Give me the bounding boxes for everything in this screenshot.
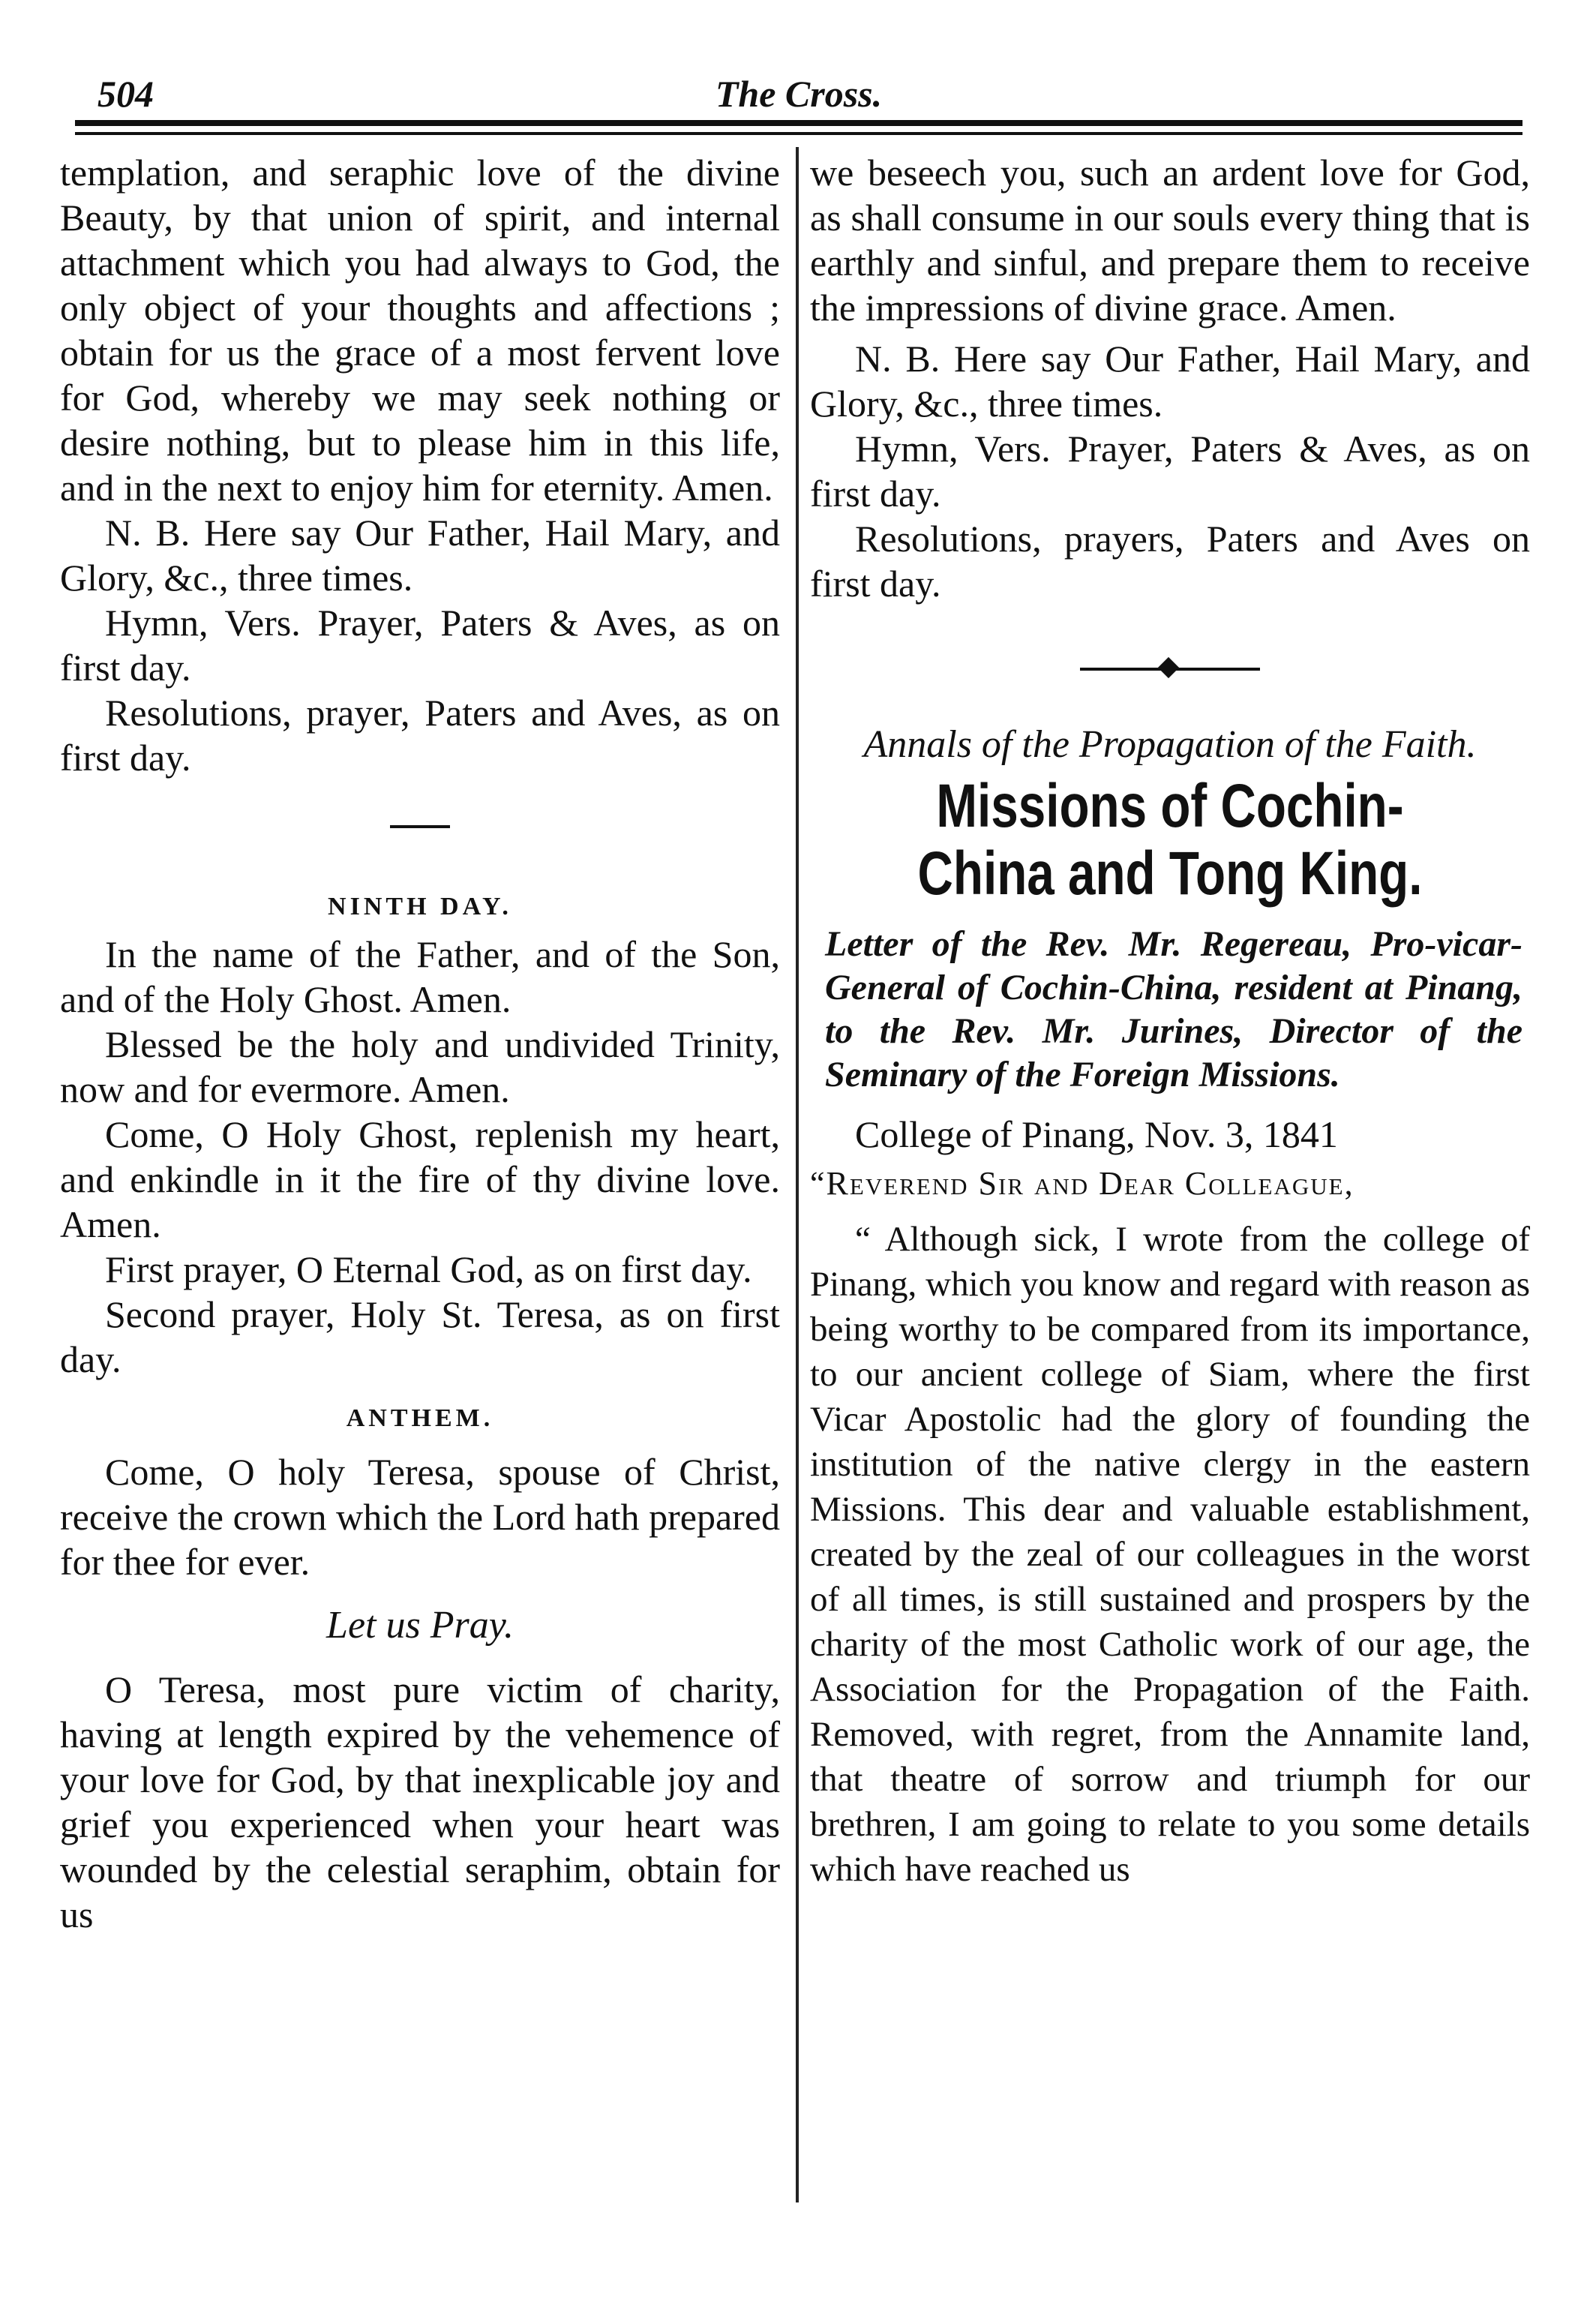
nb-instruction: N. B. Here say Our Father, Hail Mary, and Glory, &c., three times. — [60, 512, 780, 599]
first-prayer-instruction: First prayer, O Eternal God, as on first day. — [105, 1248, 752, 1290]
letter-intro: Letter of the Rev. Mr. Regereau, Pro-vicar-General of Cochin-China, resident at Pinang, to the Rev. Mr. Jurines, Director of the Seminary of the Foreign Missions. — [825, 924, 1522, 1094]
let-us-pray-heading: Let us Pray. — [326, 1604, 514, 1647]
salutation: “Reverend Sir and Dear Colleague, — [810, 1165, 1354, 1202]
running-title: The Cross. — [715, 73, 883, 115]
closing-prayer: O Teresa, most pure victim of charity, having at length expired by the vehemence of your love for God, by that inexplicable joy and grief you experienced when your heart was wounded by the celestial seraphim, obtain for us — [60, 1668, 780, 1935]
resolutions-instruction: Resolutions, prayer, Paters and Aves, as on first day. — [60, 692, 780, 779]
running-header — [75, 62, 1522, 122]
ninth-day-heading: NINTH DAY. — [328, 893, 512, 920]
hymn-instruction: Hymn, Vers. Prayer, Paters & Aves, as on first day. — [60, 602, 780, 689]
header-rule-thick — [75, 120, 1522, 126]
invocation-paragraph: In the name of the Father, and of the Son, and of the Holy Ghost. Amen. — [60, 933, 780, 1020]
anthem-heading: ANTHEM. — [346, 1404, 494, 1432]
page-number: 504 — [98, 73, 154, 115]
right-column — [810, 150, 1530, 1892]
anthem-paragraph: Come, O holy Teresa, spouse of Christ, receive the crown which the Lord hath prepared for thee for ever. — [60, 1451, 780, 1583]
column-divider — [796, 147, 799, 2202]
dateline: College of Pinang, Nov. 3, 1841 — [855, 1113, 1338, 1155]
annals-heading: Annals of the Propagation of the Faith. — [863, 723, 1477, 766]
continued-prayer-text: templation, and seraphic love of the divine Beauty, by that union of spirit, and internal attachment which you had always to God, the only object of your thoughts and affections ; obtain for us the grace of a most fervent love for God, whereby we may seek nothing or desire nothing, but to please him in this life, and in the next to enjoy him for eternity. Amen. — [60, 152, 780, 509]
come-holy-ghost-paragraph: Come, O Holy Ghost, replenish my heart, and enkindle in it the fire of thy divine love. Amen. — [60, 1113, 780, 1245]
continued-prayer-text-right: we beseech you, such an ardent love for God, as shall consume in our souls every thing that is earthly and sinful, and prepare them to receive the impressions of divine grace. Amen. — [810, 152, 1530, 329]
mission-title: Missions of Cochin-China and Tong King. — [917, 772, 1423, 908]
hymn-instruction-right: Hymn, Vers. Prayer, Paters & Aves, as on first day. — [810, 428, 1530, 515]
left-column — [60, 150, 780, 1937]
diamond-icon — [1158, 657, 1179, 678]
resolutions-instruction-right: Resolutions, prayers, Paters and Aves on first day. — [810, 518, 1530, 605]
header-rule-thin — [75, 132, 1522, 135]
second-prayer-instruction: Second prayer, Holy St. Teresa, as on first day. — [60, 1293, 780, 1380]
nb-instruction-right: N. B. Here say Our Father, Hail Mary, and Glory, &c., three times. — [810, 338, 1530, 425]
blessed-paragraph: Blessed be the holy and undivided Trinity, now and for evermore. Amen. — [60, 1023, 780, 1110]
ornament-rule — [1080, 654, 1260, 684]
letter-body: “ Although sick, I wrote from the college of Pinang, which you know and regard with reason as being worthy to be compared from its importance, to our ancient college of Siam, where the first Vicar Apostolic had the glory of founding the institution of the native clergy in the eastern Missions. This dear and valuable establishment, created by the zeal of our colleagues in the worst of all times, is still sustained and prospers by the charity of the most Catholic work of our age, the Association for the Propagation of the Faith. Removed, with regret, from the Annamite land, that theatre of sorrow and triumph for our brethren, I am going to relate to you some details which have reached us — [810, 1220, 1530, 1889]
